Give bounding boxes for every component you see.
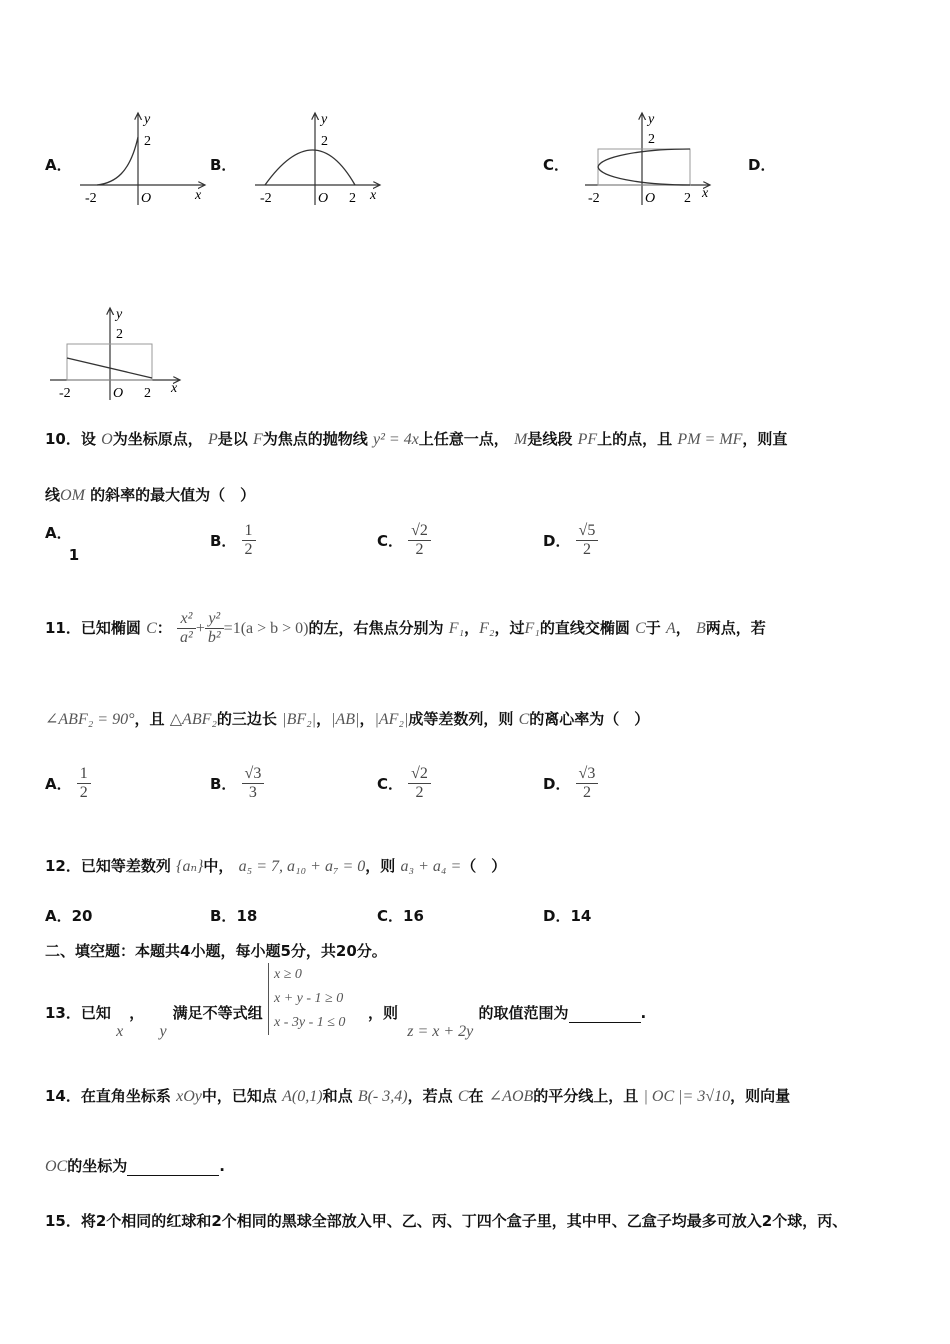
answer-blank[interactable] <box>569 1008 641 1023</box>
math-sequence: {aₙ} <box>176 858 204 875</box>
text: 中，已知点 <box>201 1087 277 1105</box>
math-point-a: A(0,1) <box>282 1088 323 1105</box>
question-number: 11． <box>45 619 81 637</box>
option-value: 18 <box>236 907 258 925</box>
x-label: x <box>171 381 178 396</box>
math-point-b: B(- 3,4) <box>357 1088 408 1105</box>
q12-option-b[interactable] <box>210 905 257 926</box>
text: ，若点 <box>407 1087 453 1105</box>
question-10-line1 <box>45 428 787 449</box>
q12-option-a[interactable] <box>45 905 92 926</box>
curve <box>265 150 355 185</box>
question-11-line1: 11．已知椭圆 C： $\frac{\text{x²}}{\text{a²}}$ + $\frac{\text{y²}}{\text{b²}}$ =1(a > b > 0)的左，右焦点分别为 F₁，F₂，过F₁的直线交椭圆 C于 A， B两点，若 <box>45 610 766 646</box>
text: 中， <box>203 857 234 875</box>
fraction-numerator: √5 <box>576 522 599 541</box>
text: 的斜率的最大值为（ ） <box>90 486 256 504</box>
math-side1: |BF₂| <box>282 711 317 728</box>
math-side2: |AB| <box>331 711 360 728</box>
fraction-numerator: √2 <box>408 522 431 541</box>
q12-option-c[interactable] <box>377 905 424 926</box>
tick-2: 2 <box>144 134 151 149</box>
math-a: A <box>665 620 676 637</box>
text: 将2个相同的红球和2个相同的黑球全部放入甲、乙、丙、丁四个盒子里，其中甲、乙盒子均最多可放入2个球，丙、 <box>80 1212 848 1230</box>
math-b: B <box>696 620 706 637</box>
question-11-line2: ∠ABF₂ = 90°，且 △ABF₂的三边长 |BF₂|，|AB|，|AF₂|成等差数列，则 C的离心率为（ ） <box>45 710 650 728</box>
origin-label: O <box>141 191 152 206</box>
text: 线 <box>45 486 61 504</box>
q11-option-c[interactable] <box>377 765 431 802</box>
math-o: O <box>101 431 113 448</box>
text: . <box>640 1004 647 1022</box>
option-label: C． <box>377 907 404 925</box>
text: ，则 <box>365 857 396 875</box>
text: 的直线交椭圆 <box>539 619 630 637</box>
option-label: D． <box>543 907 571 925</box>
fraction-denominator: 3 <box>248 784 257 801</box>
y-label: y <box>116 307 123 322</box>
math-side3: |AF₂| <box>374 711 409 728</box>
fraction-numerator: x² <box>177 610 196 629</box>
option-c-label: C． <box>543 156 570 174</box>
fraction-denominator: 2 <box>79 784 88 801</box>
math-f1: F₁ <box>448 620 465 637</box>
text: 上任意一点， <box>418 430 509 448</box>
text: 两点，若 <box>705 619 766 637</box>
question-15 <box>45 1210 847 1231</box>
fraction-denominator: a² <box>180 629 193 646</box>
tick-neg2: -2 <box>260 191 272 206</box>
math-f: F <box>252 431 263 448</box>
option-label: B． <box>210 775 237 793</box>
text: 已知 <box>80 1004 111 1022</box>
question-13-rest <box>368 1002 647 1040</box>
curve <box>598 149 690 185</box>
text: 是以 <box>217 430 248 448</box>
math-pf: PF <box>577 431 598 448</box>
y-label: y <box>321 112 328 127</box>
dashed-box <box>598 149 690 185</box>
tick-neg2: -2 <box>59 386 71 401</box>
text: 的取值范围为 <box>478 1004 569 1022</box>
text: 已知等差数列 <box>80 857 171 875</box>
x-label: x <box>702 186 709 201</box>
math-condition: a₅ = 7, a₁₀ + a₇ = 0 <box>238 858 366 875</box>
fraction-numerator: √3 <box>242 765 265 784</box>
text: . <box>219 1157 225 1175</box>
q10-option-c[interactable] <box>377 522 431 559</box>
question-number: 13． <box>45 1004 81 1022</box>
math-x: x <box>116 1023 124 1040</box>
text: 和点 <box>322 1087 353 1105</box>
math-ask: a₃ + a₄ = <box>400 858 462 875</box>
q10-option-a[interactable] <box>45 522 87 564</box>
q11-option-b[interactable] <box>210 765 264 802</box>
q11-option-d[interactable] <box>543 765 598 802</box>
answer-blank[interactable] <box>127 1161 219 1176</box>
text: 在 <box>468 1087 484 1105</box>
graph-c <box>580 105 720 210</box>
q11-option-a[interactable] <box>45 765 91 802</box>
text: 设 <box>80 430 96 448</box>
math-m: M <box>514 431 528 448</box>
tick-neg2: -2 <box>85 191 97 206</box>
option-label: C． <box>377 532 404 550</box>
fraction-denominator: 2 <box>415 784 424 801</box>
text: 在直角坐标系 <box>80 1087 171 1105</box>
question-number: 15． <box>45 1212 81 1230</box>
text: ，则 <box>368 1004 399 1022</box>
origin-label: O <box>645 191 656 206</box>
text: 是线段 <box>527 430 573 448</box>
text: ，且 <box>134 710 165 728</box>
math-condition: PM = MF <box>677 431 743 448</box>
option-value: 1 <box>68 546 80 564</box>
option-label: D． <box>543 775 571 793</box>
text: 满足不等式组 <box>172 1004 263 1022</box>
option-value: 16 <box>403 907 424 925</box>
q12-option-d[interactable] <box>543 905 591 926</box>
math-angle: ∠ABF₂ = 90° <box>45 711 135 728</box>
fraction-numerator: y² <box>205 610 224 629</box>
fraction-denominator: b² <box>207 629 221 646</box>
math-triangle: △ABF₂ <box>169 711 217 728</box>
graph-a <box>75 105 215 210</box>
text: 的左，右焦点分别为 <box>308 619 444 637</box>
math-c: C <box>635 620 646 637</box>
math-c: C <box>146 620 157 637</box>
inequality-system <box>268 963 345 1035</box>
question-14-line1 <box>45 1085 790 1106</box>
math-y: y <box>159 1023 167 1040</box>
text: 的坐标为 <box>67 1157 128 1175</box>
option-label: A． <box>45 524 72 542</box>
fraction-numerator: √3 <box>576 765 599 784</box>
curve <box>97 137 138 185</box>
fraction-denominator: 2 <box>582 784 591 801</box>
question-10-line2 <box>45 484 255 505</box>
question-number: 14． <box>45 1087 81 1105</box>
tick-neg2: -2 <box>588 191 600 206</box>
inequality-1: x ≥ 0 <box>274 967 302 982</box>
math-parabola: y² = 4x <box>373 431 419 448</box>
math-p: P <box>207 431 218 448</box>
text: ， <box>675 619 691 637</box>
option-value: 14 <box>570 907 592 925</box>
option-d-label: D． <box>748 156 776 174</box>
question-14-line2 <box>45 1155 225 1176</box>
math-oc-vector: OC <box>45 1158 68 1175</box>
math-f1: F₁ <box>524 620 540 637</box>
question-13 <box>45 1002 263 1040</box>
option-label: A． <box>45 775 72 793</box>
y-label: y <box>144 112 151 127</box>
fraction-numerator: 1 <box>77 765 91 784</box>
inequality-3: x - 3y - 1 ≤ 0 <box>274 1015 346 1030</box>
text: ，则向量 <box>730 1087 791 1105</box>
option-label: B． <box>210 532 237 550</box>
text: 的三边长 <box>216 710 277 728</box>
fraction-denominator: 2 <box>415 541 424 558</box>
tick-2: 2 <box>321 134 328 149</box>
origin-label: O <box>318 191 329 206</box>
text: （ ） <box>461 857 507 875</box>
text: 已知椭圆 <box>80 619 141 637</box>
text: 成等差数列，则 <box>408 710 514 728</box>
q10-option-b[interactable] <box>210 522 256 559</box>
text: ，则直 <box>742 430 788 448</box>
inequality-2: x + y - 1 ≥ 0 <box>274 991 344 1006</box>
fraction-denominator: 2 <box>244 541 253 558</box>
y-label: y <box>648 112 655 127</box>
text: ， <box>129 1004 145 1022</box>
option-label: A． <box>45 907 72 925</box>
text: ： <box>156 619 172 637</box>
question-number: 10． <box>45 430 81 448</box>
math-ellipse-rest: =1(a > b > 0) <box>223 620 309 637</box>
graph-d <box>45 300 190 405</box>
math-om: OM <box>60 487 85 504</box>
option-value: 20 <box>71 907 93 925</box>
text: 为坐标原点， <box>112 430 203 448</box>
fraction-denominator: 2 <box>582 541 591 558</box>
origin-label: O <box>113 386 124 401</box>
question-12 <box>45 855 506 876</box>
fraction-numerator: √2 <box>408 765 431 784</box>
x-label: x <box>195 188 202 203</box>
text: 的平分线上，且 <box>533 1087 639 1105</box>
text: 为焦点的抛物线 <box>262 430 368 448</box>
fraction-numerator: 1 <box>242 522 256 541</box>
math-c: C <box>518 711 530 728</box>
tick-2-x: 2 <box>144 386 151 401</box>
tick-2: 2 <box>116 327 123 342</box>
text: 的离心率为（ ） <box>529 710 650 728</box>
q10-option-d[interactable] <box>543 522 598 559</box>
option-a-label: A． <box>45 156 72 174</box>
graph-b <box>250 105 390 210</box>
text: 于 <box>645 619 661 637</box>
x-label: x <box>370 188 377 203</box>
tick-2-x: 2 <box>684 191 691 206</box>
math-f2: F₂ <box>479 620 495 637</box>
option-label: D． <box>543 532 571 550</box>
tick-2: 2 <box>648 132 655 147</box>
tick-2-x: 2 <box>349 191 356 206</box>
option-label: C． <box>377 775 404 793</box>
math-angle: ∠AOB <box>488 1088 534 1105</box>
question-number: 12． <box>45 857 81 875</box>
math-c: C <box>457 1088 469 1105</box>
text: 上的点，且 <box>597 430 673 448</box>
option-b-label: B． <box>210 156 237 174</box>
text: ，过 <box>494 619 525 637</box>
section-2-title: 二、填空题：本题共4小题，每小题5分，共20分。 <box>45 942 387 960</box>
math-oc-length: | OC |= 3√10 <box>643 1088 731 1105</box>
math-z: z = x + 2y <box>407 1023 474 1040</box>
option-label: B． <box>210 907 237 925</box>
math-xoy: xOy <box>176 1088 202 1105</box>
